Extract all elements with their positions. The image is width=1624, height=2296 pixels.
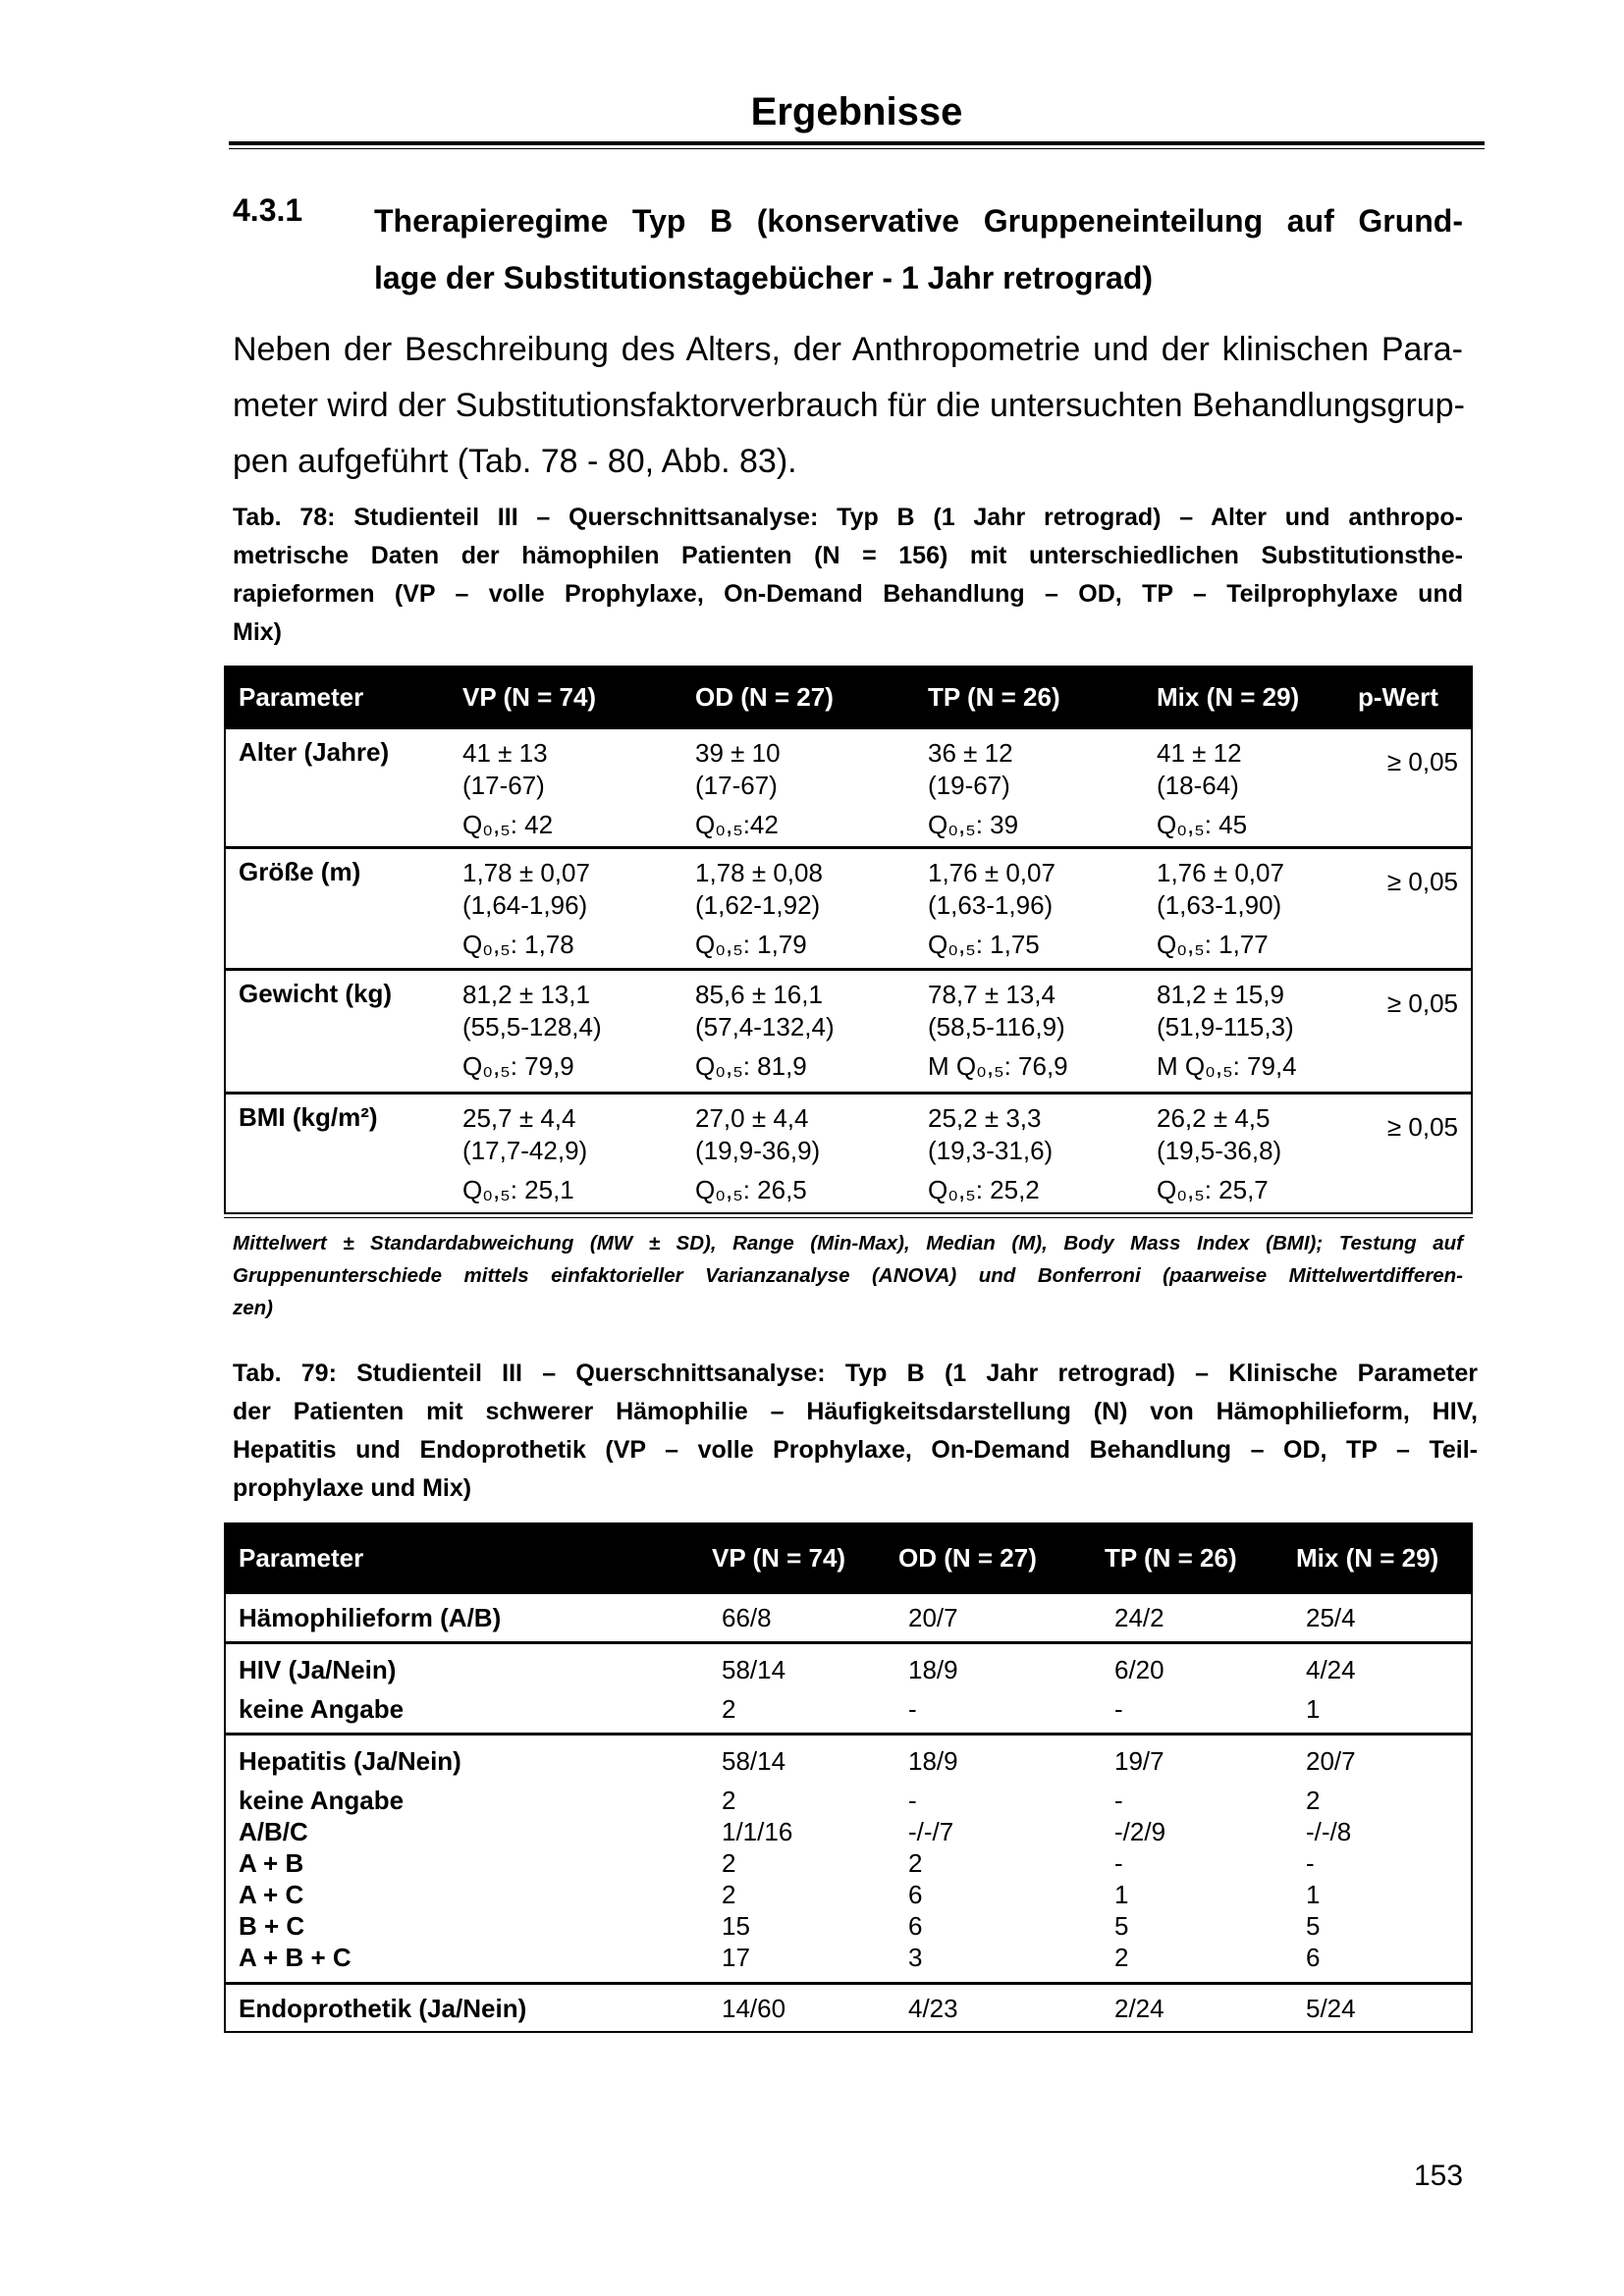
paragraph-line: meter wird der Substitutionsfaktorverbrauch für die untersuchten Behandlungsgrup-: [233, 387, 1465, 424]
column-header: TP (N = 26): [928, 681, 1060, 712]
parameter-label: A + C: [239, 1880, 304, 1909]
section-title-line: Therapieregime Typ B (konservative Gruppeneinteilung auf Grund-: [374, 203, 1463, 239]
value-cell: -: [1114, 1848, 1123, 1878]
mean-sd: 25,7 ± 4,4: [462, 1103, 576, 1133]
caption-line: rapieformen (VP – volle Prophylaxe, On-Demand Behandlung – OD, TP – Teilprophylaxe und: [233, 580, 1463, 608]
page-number: 153: [1414, 2160, 1464, 2192]
p-value: ≥ 0,05: [1386, 988, 1458, 1018]
value-cell: 4/24: [1306, 1655, 1356, 1684]
table-78-footnote: [233, 1227, 1463, 1324]
value-cell: 58/14: [722, 1746, 786, 1776]
value-cell: 2: [1114, 1943, 1129, 1972]
table-line: [226, 1993, 1471, 2024]
range: (1,64-1,96): [462, 890, 588, 920]
column-header: Mix (N = 29): [1157, 681, 1300, 712]
value-cell: 2/24: [1114, 1994, 1164, 2023]
median: Q₀,₅: 25,2: [928, 1175, 1040, 1204]
mean-sd: 81,2 ± 15,9: [1157, 980, 1284, 1009]
section-title: [374, 192, 1463, 306]
table-line: [226, 1942, 1471, 1973]
range: (1,62-1,92): [695, 890, 821, 920]
value-cell: 15: [722, 1911, 750, 1941]
mean-sd: 85,6 ± 16,1: [695, 980, 823, 1009]
median: Q₀,₅: 1,79: [695, 930, 807, 959]
table-line: [226, 1910, 1471, 1942]
parameter-label: Hämophilieform (A/B): [239, 1603, 502, 1632]
range: (17-67): [695, 771, 778, 800]
range: (1,63-1,96): [928, 890, 1054, 920]
table-header: [226, 667, 1471, 726]
parameter-label: A + B + C: [239, 1943, 352, 1972]
value-cell: 1: [1306, 1880, 1321, 1909]
range: (19-67): [928, 771, 1010, 800]
value-cell: 14/60: [722, 1994, 786, 2023]
value-cell: -/-/8: [1306, 1817, 1352, 1846]
value-cell: -/-/7: [908, 1817, 954, 1846]
table-78: [224, 666, 1473, 1214]
value-cell: 6: [1306, 1943, 1321, 1972]
median: M Q₀,₅: 76,9: [928, 1051, 1068, 1081]
value-cell: 20/7: [908, 1603, 958, 1632]
mean-sd: 39 ± 10: [695, 738, 781, 768]
value-cell: 19/7: [1114, 1746, 1164, 1776]
parameter-label: B + C: [239, 1911, 305, 1941]
range: (58,5-116,9): [928, 1012, 1065, 1041]
median: Q₀,₅: 39: [928, 810, 1019, 839]
range: (51,9-115,3): [1157, 1012, 1294, 1041]
value-cell: -: [1306, 1848, 1315, 1878]
parameter-label: Gewicht (kg): [239, 979, 393, 1008]
value-cell: 1: [1114, 1880, 1129, 1909]
value-cell: 24/2: [1114, 1603, 1164, 1632]
value-cell: 2: [908, 1848, 923, 1878]
value-cell: 66/8: [722, 1603, 772, 1632]
value-cell: 2: [722, 1848, 736, 1878]
value-cell: [695, 971, 928, 1092]
table-row-group: [226, 1733, 1471, 1982]
column-header: OD (N = 27): [695, 681, 834, 712]
value-cell: [928, 729, 1157, 846]
value-cell: -: [1114, 1786, 1123, 1815]
median: Q₀,₅: 81,9: [695, 1051, 807, 1081]
table-row-group: [226, 1591, 1471, 1641]
value-cell: 1: [1306, 1694, 1321, 1724]
table-line: [226, 1816, 1471, 1847]
value-cell: [462, 729, 695, 846]
value-cell: [928, 971, 1157, 1092]
value-cell: 18/9: [908, 1655, 958, 1684]
mean-sd: 78,7 ± 13,4: [928, 980, 1056, 1009]
p-value: ≥ 0,05: [1386, 1112, 1458, 1142]
value-cell: [1157, 1095, 1358, 1212]
parameter-label: HIV (Ja/Nein): [239, 1655, 397, 1684]
median: Q₀,₅: 1,75: [928, 930, 1040, 959]
value-cell: [462, 971, 695, 1092]
value-cell: 2: [1306, 1786, 1321, 1815]
table-line: [226, 1654, 1471, 1685]
range: (19,9-36,9): [695, 1136, 821, 1165]
table-78-caption: [233, 499, 1463, 652]
table-row: [226, 1092, 1471, 1212]
value-cell: 18/9: [908, 1746, 958, 1776]
value-cell: [695, 729, 928, 846]
column-header: TP (N = 26): [1105, 1542, 1237, 1573]
table-line: [226, 1879, 1471, 1910]
value-cell: 58/14: [722, 1655, 786, 1684]
range: (17,7-42,9): [462, 1136, 588, 1165]
table-header: [226, 1524, 1471, 1591]
value-cell: 6: [908, 1911, 923, 1941]
range: (55,5-128,4): [462, 1012, 602, 1041]
mean-sd: 1,78 ± 0,08: [695, 858, 823, 887]
value-cell: 4/23: [908, 1994, 958, 2023]
table-line: [226, 1847, 1471, 1879]
caption-line: Mix): [233, 618, 282, 646]
value-cell: 25/4: [1306, 1603, 1356, 1632]
header-rule-thin: [229, 148, 1485, 149]
median: Q₀,₅: 1,77: [1157, 930, 1269, 959]
caption-line: metrische Daten der hämophilen Patienten (N = 156) mit unterschiedlichen Substitutionsthe-: [233, 542, 1463, 569]
mean-sd: 1,76 ± 0,07: [928, 858, 1056, 887]
value-cell: 17: [722, 1943, 750, 1972]
value-cell: 1/1/16: [722, 1817, 793, 1846]
table-row-group: [226, 1982, 1471, 2031]
table-79-caption: [233, 1355, 1478, 1508]
parameter-label: keine Angabe: [239, 1694, 405, 1724]
parameter-label: A/B/C: [239, 1817, 308, 1846]
mean-sd: 27,0 ± 4,4: [695, 1103, 809, 1133]
value-cell: 2: [722, 1880, 736, 1909]
mean-sd: 41 ± 12: [1157, 738, 1242, 768]
mean-sd: 25,2 ± 3,3: [928, 1103, 1042, 1133]
header-rule: [229, 141, 1485, 145]
mean-sd: 81,2 ± 13,1: [462, 980, 590, 1009]
parameter-label: BMI (kg/m²): [239, 1102, 378, 1132]
value-cell: -/2/9: [1114, 1817, 1166, 1846]
value-cell: [1157, 971, 1358, 1092]
mean-sd: 1,78 ± 0,07: [462, 858, 590, 887]
caption-line: Tab. 79: Studienteil III – Querschnittsanalyse: Typ B (1 Jahr retrograd) – Klinische Parameter: [233, 1360, 1478, 1387]
median: Q₀,₅: 25,7: [1157, 1175, 1269, 1204]
range: (19,5-36,8): [1157, 1136, 1282, 1165]
range: (19,3-31,6): [928, 1136, 1054, 1165]
column-header: VP (N = 74): [462, 681, 597, 712]
mean-sd: 26,2 ± 4,5: [1157, 1103, 1271, 1133]
caption-line: der Patienten mit schwerer Hämophilie – Häufigkeitsdarstellung (N) von Hämophilieform, HIV,: [233, 1398, 1478, 1425]
parameter-label: Alter (Jahre): [239, 737, 390, 767]
value-cell: 5: [1114, 1911, 1129, 1941]
column-header: VP (N = 74): [712, 1542, 846, 1573]
p-value: ≥ 0,05: [1386, 867, 1458, 896]
footnote-line: Gruppenunterschiede mittels einfaktorieller Varianzanalyse (ANOVA) und Bonferroni (paarweise Mittelwertdifferen-: [233, 1264, 1463, 1287]
caption-line: Hepatitis und Endoprothetik (VP – volle Prophylaxe, On-Demand Behandlung – OD, TP – Teil-: [233, 1436, 1478, 1464]
value-cell: 6/20: [1114, 1655, 1164, 1684]
value-cell: [462, 849, 695, 968]
value-cell: 2: [722, 1694, 736, 1724]
parameter-label: Hepatitis (Ja/Nein): [239, 1746, 461, 1776]
caption-line: prophylaxe und Mix): [233, 1474, 472, 1502]
value-cell: [695, 849, 928, 968]
value-cell: -: [1114, 1694, 1123, 1724]
parameter-label: A + B: [239, 1848, 304, 1878]
mean-sd: 1,76 ± 0,07: [1157, 858, 1284, 887]
median: Q₀,₅:42: [695, 810, 779, 839]
column-header: Parameter: [239, 1542, 364, 1573]
median: M Q₀,₅: 79,4: [1157, 1051, 1297, 1081]
table-line: [226, 1745, 1471, 1777]
footnote-rule: [224, 1217, 1473, 1218]
value-cell: -: [908, 1694, 917, 1724]
parameter-label: keine Angabe: [239, 1786, 405, 1815]
table-row: [226, 968, 1471, 1092]
body-paragraph: [233, 322, 1463, 490]
value-cell: 5: [1306, 1911, 1321, 1941]
range: (18-64): [1157, 771, 1239, 800]
running-head: Ergebnisse: [750, 90, 963, 133]
table-row-group: [226, 1641, 1471, 1733]
column-header: Mix (N = 29): [1296, 1542, 1439, 1573]
value-cell: [1157, 849, 1358, 968]
median: Q₀,₅: 79,9: [462, 1051, 574, 1081]
median: Q₀,₅: 1,78: [462, 930, 574, 959]
median: Q₀,₅: 25,1: [462, 1175, 574, 1204]
mean-sd: 36 ± 12: [928, 738, 1013, 768]
footnote-line: Mittelwert ± Standardabweichung (MW ± SD), Range (Min-Max), Median (M), Body Mass Index (BMI); Testung auf: [233, 1232, 1463, 1255]
table-line: [226, 1693, 1471, 1725]
section-number: 4.3.1: [233, 192, 303, 228]
median: Q₀,₅: 45: [1157, 810, 1248, 839]
value-cell: 20/7: [1306, 1746, 1356, 1776]
range: (17-67): [462, 771, 545, 800]
value-cell: [928, 1095, 1157, 1212]
value-cell: [462, 1095, 695, 1212]
parameter-label: Größe (m): [239, 857, 361, 886]
table-row: [226, 726, 1471, 846]
value-cell: [928, 849, 1157, 968]
column-header: Parameter: [239, 681, 364, 712]
table-line: [226, 1602, 1471, 1633]
paragraph-line: Neben der Beschreibung des Alters, der Anthropometrie und der klinischen Para-: [233, 331, 1463, 368]
value-cell: [1157, 729, 1358, 846]
column-header: OD (N = 27): [898, 1542, 1037, 1573]
table-row: [226, 846, 1471, 968]
footnote-line: zen): [233, 1297, 273, 1319]
value-cell: 2: [722, 1786, 736, 1815]
value-cell: 6: [908, 1880, 923, 1909]
table-79: [224, 1522, 1473, 2033]
paragraph-line: pen aufgeführt (Tab. 78 - 80, Abb. 83).: [233, 443, 797, 480]
table-line: [226, 1785, 1471, 1816]
range: (57,4-132,4): [695, 1012, 835, 1041]
section-title-line: lage der Substitutionstagebücher - 1 Jahr retrograd): [374, 260, 1154, 295]
range: (1,63-1,90): [1157, 890, 1282, 920]
median: Q₀,₅: 42: [462, 810, 554, 839]
median: Q₀,₅: 26,5: [695, 1175, 807, 1204]
caption-line: Tab. 78: Studienteil III – Querschnittsanalyse: Typ B (1 Jahr retrograd) – Alter und anthropo-: [233, 504, 1463, 531]
column-header: p-Wert: [1358, 681, 1438, 712]
mean-sd: 41 ± 13: [462, 738, 548, 768]
value-cell: -: [908, 1786, 917, 1815]
value-cell: 3: [908, 1943, 923, 1972]
value-cell: [695, 1095, 928, 1212]
p-value: ≥ 0,05: [1386, 747, 1458, 776]
parameter-label: Endoprothetik (Ja/Nein): [239, 1994, 527, 2023]
value-cell: 5/24: [1306, 1994, 1356, 2023]
